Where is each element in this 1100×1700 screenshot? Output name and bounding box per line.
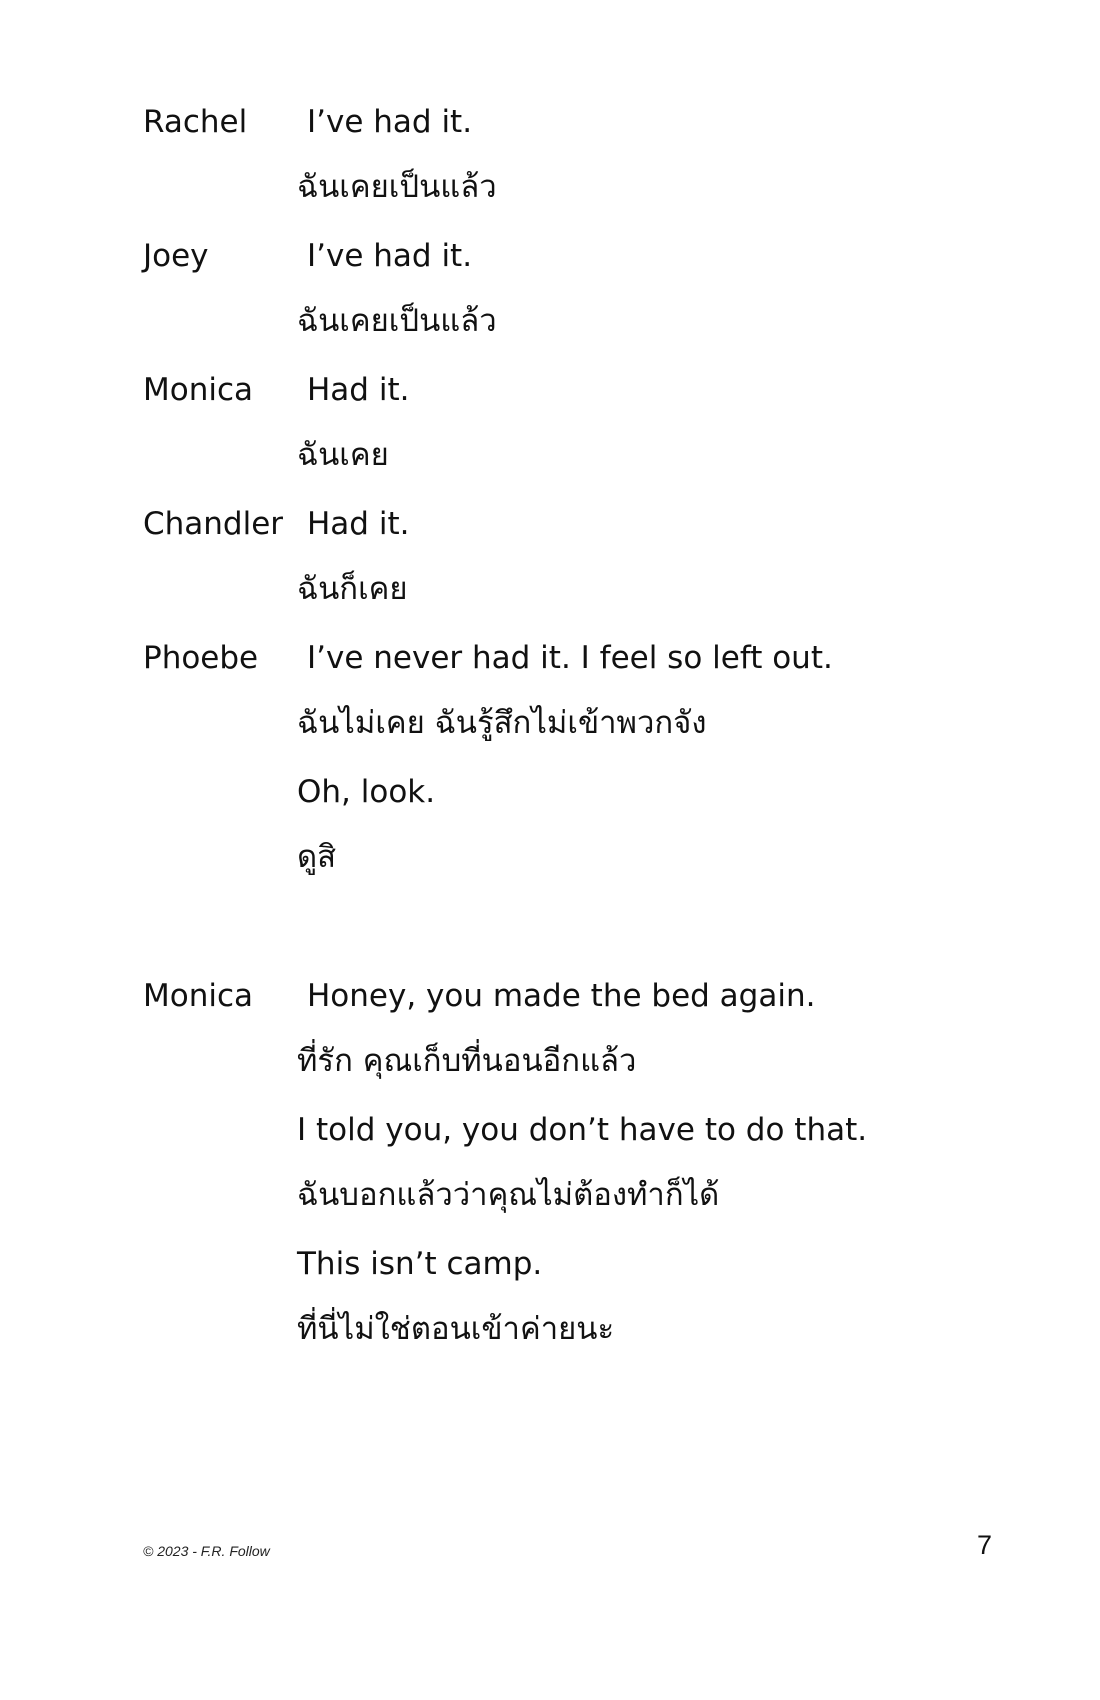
thai-line: ฉันก็เคย bbox=[297, 571, 408, 607]
english-line: I told you, you don’t have to do that. bbox=[297, 1112, 868, 1148]
english-line: I’ve had it. bbox=[307, 238, 473, 274]
thai-line: ฉันเคยเป็นแล้ว bbox=[297, 169, 497, 205]
page-number: 7 bbox=[977, 1530, 993, 1560]
speaker-name: Joey bbox=[143, 238, 209, 274]
speaker-name: Monica bbox=[143, 372, 254, 408]
thai-line: ดูสิ bbox=[297, 839, 337, 875]
english-line: Honey, you made the bed again. bbox=[307, 978, 816, 1014]
thai-line: ฉันเคย bbox=[297, 437, 389, 473]
english-line: Oh, look. bbox=[297, 774, 436, 810]
english-line: Had it. bbox=[307, 506, 410, 542]
speaker-name: Monica bbox=[143, 978, 254, 1014]
thai-line: ฉันไม่เคย ฉันรู้สึกไม่เข้าพวกจัง bbox=[297, 705, 707, 741]
thai-line: ที่นี่ไม่ใช่ตอนเข้าค่ายนะ bbox=[297, 1311, 615, 1347]
speaker-name: Rachel bbox=[143, 104, 248, 140]
english-line: Had it. bbox=[307, 372, 410, 408]
english-line: I’ve never had it. I feel so left out. bbox=[307, 640, 833, 676]
speaker-name: Phoebe bbox=[143, 640, 259, 676]
english-line: I’ve had it. bbox=[307, 104, 473, 140]
thai-line: ฉันบอกแล้วว่าคุณไม่ต้องทำก็ได้ bbox=[297, 1177, 720, 1213]
speaker-name: Chandler bbox=[143, 506, 284, 542]
thai-line: ที่รัก คุณเก็บที่นอนอีกแล้ว bbox=[297, 1043, 637, 1079]
copyright-notice: © 2023 - F.R. Follow bbox=[143, 1543, 270, 1559]
english-line: This isn’t camp. bbox=[297, 1246, 543, 1282]
thai-line: ฉันเคยเป็นแล้ว bbox=[297, 303, 497, 339]
